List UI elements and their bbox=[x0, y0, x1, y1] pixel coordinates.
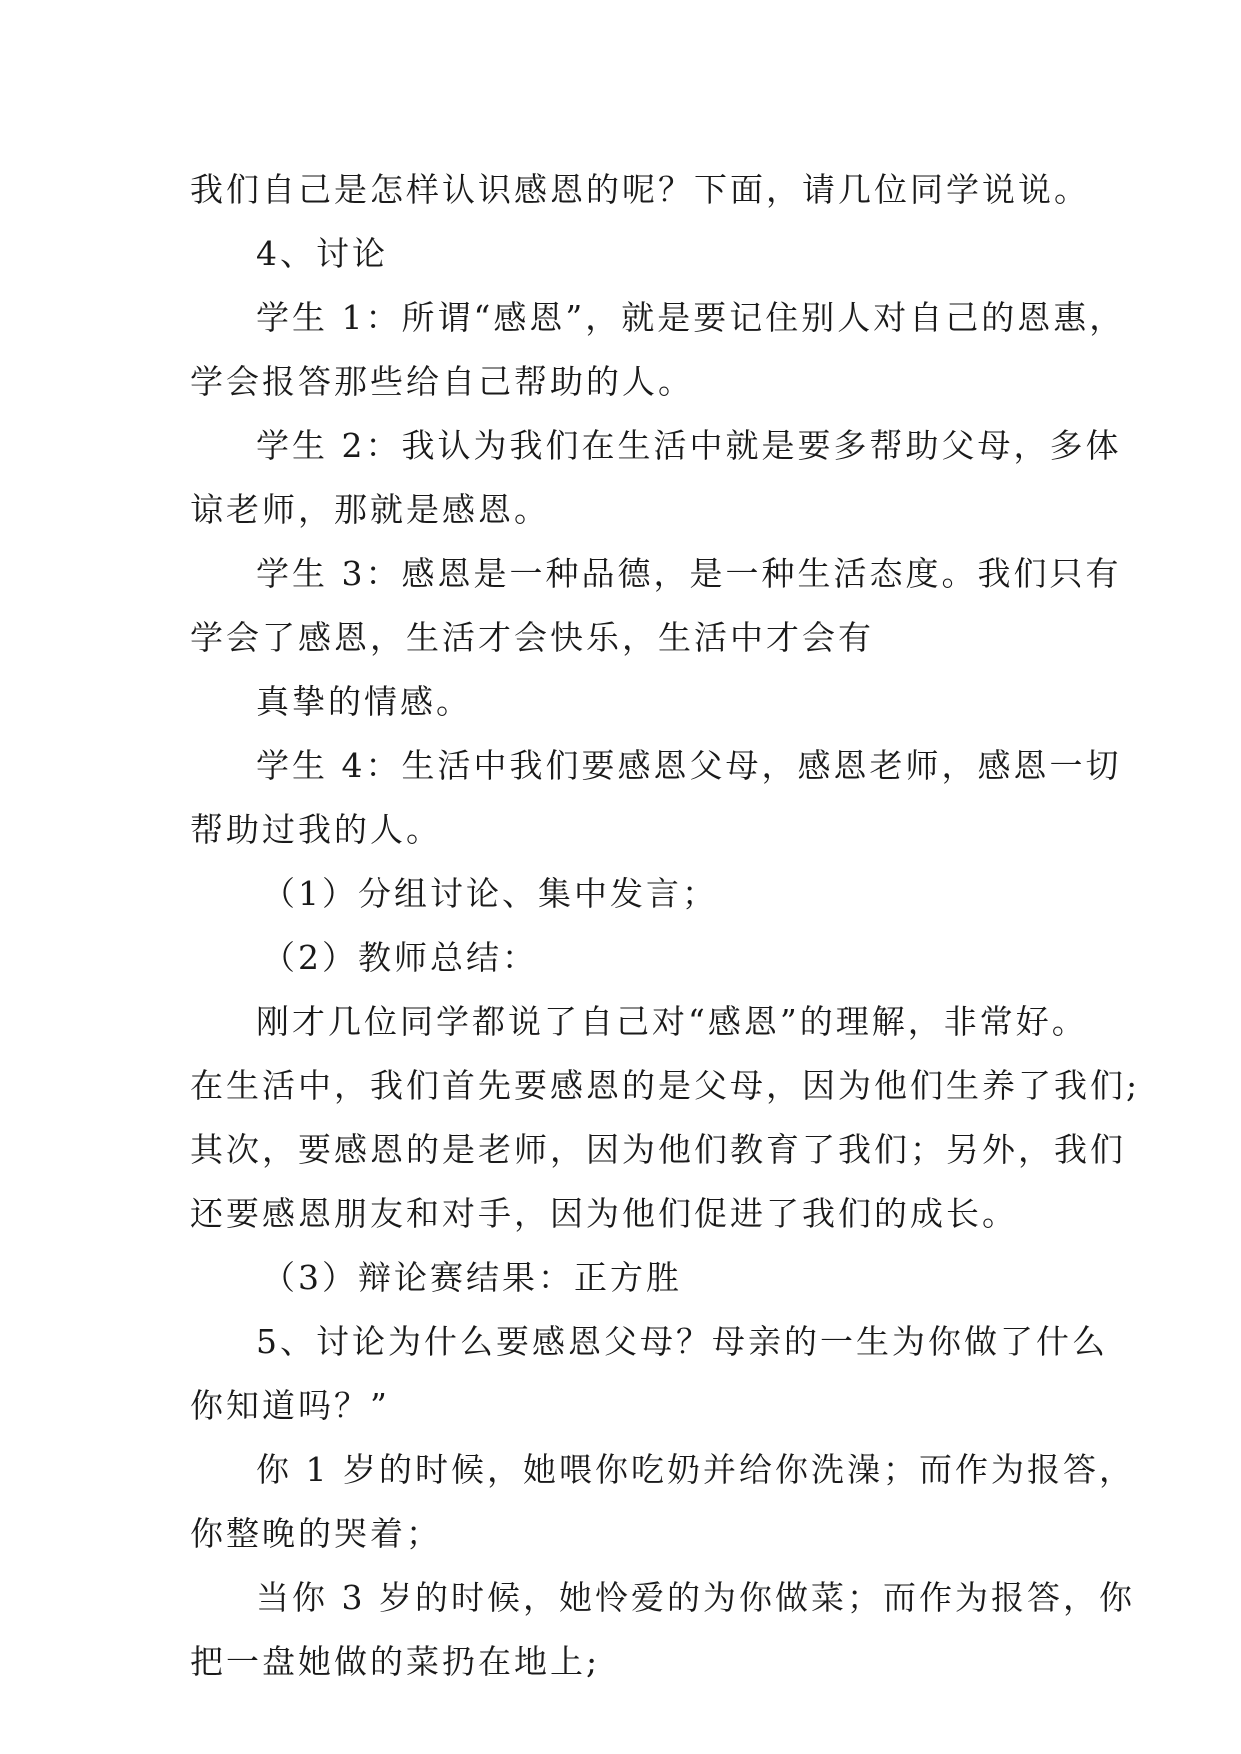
teacher-summary-cont-2: 其次，要感恩的是老师，因为他们教育了我们；另外，我们 bbox=[190, 1130, 1126, 1169]
age-1-paragraph: 你 1 岁的时候，她喂你吃奶并给你洗澡；而作为报答， bbox=[256, 1450, 1135, 1489]
student-4-answer-cont: 帮助过我的人。 bbox=[190, 810, 442, 849]
student-1-answer: 学生 1：所谓“感恩”，就是要记住别人对自己的恩惠， bbox=[256, 298, 1126, 337]
text-line-1: 我们自己是怎样认识感恩的呢？下面，请几位同学说说。 bbox=[190, 170, 1090, 209]
step-group-discussion: （1）分组讨论、集中发言； bbox=[262, 874, 718, 913]
student-2-answer-cont: 谅老师，那就是感恩。 bbox=[190, 490, 550, 529]
section-heading-parents-cont: 你知道吗？” bbox=[190, 1386, 390, 1425]
student-4-answer: 学生 4：生活中我们要感恩父母，感恩老师，感恩一切 bbox=[256, 746, 1122, 785]
step-debate-result: （3）辩论赛结果：正方胜 bbox=[262, 1258, 682, 1297]
student-1-answer-cont: 学会报答那些给自己帮助的人。 bbox=[190, 362, 694, 401]
age-3-paragraph-cont: 把一盘她做的菜扔在地上; bbox=[190, 1642, 601, 1681]
student-3-answer: 学生 3：感恩是一种品德，是一种生活态度。我们只有 bbox=[256, 554, 1122, 593]
document-body bbox=[190, 158, 1141, 1694]
section-heading-parents: 5、讨论为什么要感恩父母？母亲的一生为你做了什么 bbox=[256, 1322, 1108, 1361]
step-teacher-summary: （2）教师总结： bbox=[262, 938, 538, 977]
student-2-answer: 学生 2：我认为我们在生活中就是要多帮助父母，多体 bbox=[256, 426, 1122, 465]
student-3-answer-end: 真挚的情感。 bbox=[256, 682, 472, 721]
age-3-paragraph: 当你 3 岁的时候，她怜爱的为你做菜；而作为报答，你 bbox=[256, 1578, 1135, 1617]
student-3-answer-cont: 学会了感恩，生活才会快乐，生活中才会有 bbox=[190, 618, 874, 657]
age-1-paragraph-cont: 你整晚的哭着； bbox=[190, 1514, 442, 1553]
section-heading-discussion: 4、讨论 bbox=[256, 234, 388, 273]
teacher-summary-cont-3: 还要感恩朋友和对手，因为他们促进了我们的成长。 bbox=[190, 1194, 1018, 1233]
teacher-summary-text: 刚才几位同学都说了自己对“感恩”的理解，非常好。 bbox=[256, 1002, 1088, 1041]
teacher-summary-cont-1: 在生活中，我们首先要感恩的是父母，因为他们生养了我们; bbox=[190, 1066, 1141, 1105]
